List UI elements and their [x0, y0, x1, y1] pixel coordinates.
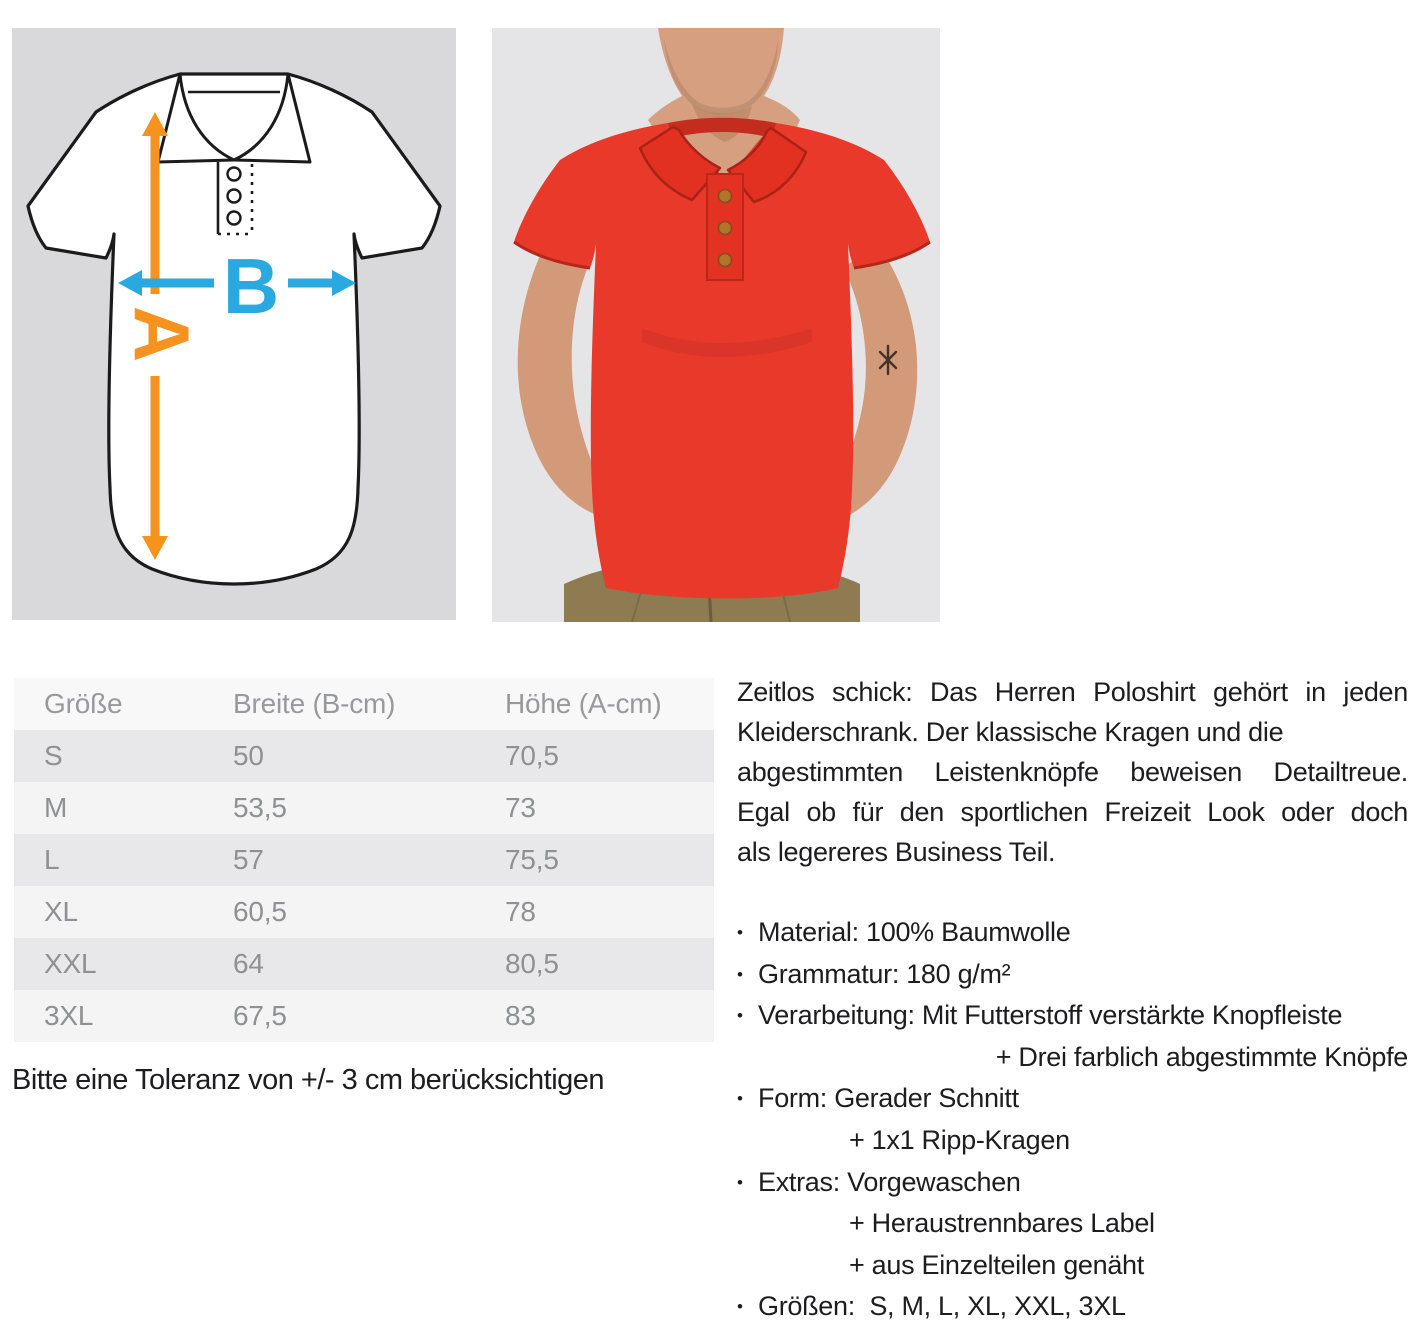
bullet-item [737, 912, 1408, 954]
width-cell: 53,5 [233, 792, 287, 823]
label-a: A [118, 305, 206, 363]
bullet-dot: • [737, 923, 743, 942]
height-cell: 70,5 [505, 740, 559, 771]
bullet-text: + Drei farblich abgestimmte Knöpfe [995, 1041, 1408, 1072]
bullet-dot: • [737, 1089, 743, 1109]
table-row-l [14, 834, 714, 886]
table-row-xxl [14, 938, 714, 990]
table-row-m [14, 782, 714, 834]
size-diagram [12, 28, 456, 620]
bullet-item [737, 995, 1408, 1037]
product-photo-figure [492, 28, 940, 622]
bullet-text: Extras: Vorgewaschen [758, 1166, 1021, 1197]
bullet-continuation [737, 1203, 1408, 1245]
bullet-continuation [737, 1245, 1408, 1287]
feature-list [737, 912, 1408, 1328]
header-width: Breite (B-cm) [233, 688, 396, 719]
bullet-dot: • [737, 1006, 743, 1026]
width-cell: 64 [233, 948, 264, 979]
description-paragraph [737, 672, 1408, 872]
height-cell: 83 [505, 1000, 536, 1031]
width-cell: 60,5 [233, 896, 287, 927]
size-cell: XL [44, 896, 78, 927]
height-cell: 78 [505, 896, 536, 927]
width-cell: 50 [233, 740, 264, 771]
header-height: Höhe (A-cm) [505, 688, 662, 719]
header-size: Größe [44, 688, 123, 719]
table-header-row [14, 678, 714, 730]
bullet-item [737, 1286, 1408, 1328]
bullet-item [737, 954, 1408, 996]
paragraph-line: Zeitlos schick: Das Herren Poloshirt gehört in jeden [737, 677, 1408, 707]
bullet-continuation [737, 1037, 1408, 1079]
width-cell: 57 [233, 844, 264, 875]
bullet-dot: • [737, 1297, 743, 1317]
bullet-dot: • [737, 964, 743, 984]
label-b: B [222, 242, 280, 330]
height-cell: 75,5 [505, 844, 559, 875]
size-diagram-figure [12, 28, 456, 620]
bullet-text: Material: 100% Baumwolle [758, 917, 1071, 947]
height-cell: 73 [505, 792, 536, 823]
paragraph-line: Kleiderschrank. Der klassische Kragen und die [737, 717, 1284, 747]
size-cell: 3XL [44, 1000, 94, 1031]
size-cell: M [44, 792, 68, 823]
bullet-text: + Heraustrennbares Label [849, 1208, 1155, 1239]
photo-button-placket [707, 174, 743, 280]
table-row-3xl [14, 990, 714, 1042]
table-row-xl [14, 886, 714, 938]
paragraph-line: als legereres Business Teil. [737, 837, 1056, 867]
size-table [14, 678, 714, 1042]
bullet-item [737, 1162, 1408, 1204]
bullet-text: + 1x1 Ripp-Kragen [849, 1124, 1070, 1155]
paragraph-line: abgestimmten Leistenknöpfe beweisen Detailtreue. [737, 757, 1408, 787]
product-description [737, 672, 1408, 1328]
height-cell: 80,5 [505, 948, 559, 979]
size-cell: L [44, 844, 60, 875]
product-photo [492, 28, 940, 622]
table-row-s [14, 730, 714, 782]
width-cell: 67,5 [233, 1000, 287, 1031]
bullet-dot: • [737, 1172, 743, 1192]
bullet-text: + aus Einzelteilen genäht [849, 1249, 1144, 1280]
size-cell: XXL [44, 948, 97, 979]
bullet-text: Grammatur: 180 g/m² [758, 958, 1011, 989]
tolerance-note: Bitte eine Toleranz von +/- 3 cm berücksichtigen [12, 1064, 605, 1096]
bullet-text: Form: Gerader Schnitt [758, 1083, 1019, 1114]
bullet-text: Verarbeitung: Mit Futterstoff verstärkte Knopfleiste [758, 1000, 1343, 1031]
size-cell: S [44, 740, 63, 771]
bullet-item [737, 1078, 1408, 1120]
bullet-continuation [737, 1120, 1408, 1162]
paragraph-line: Egal ob für den sportlichen Freizeit Look oder doch [737, 797, 1408, 827]
bullet-text: Größen: S, M, L, XL, XXL, 3XL [758, 1291, 1126, 1322]
